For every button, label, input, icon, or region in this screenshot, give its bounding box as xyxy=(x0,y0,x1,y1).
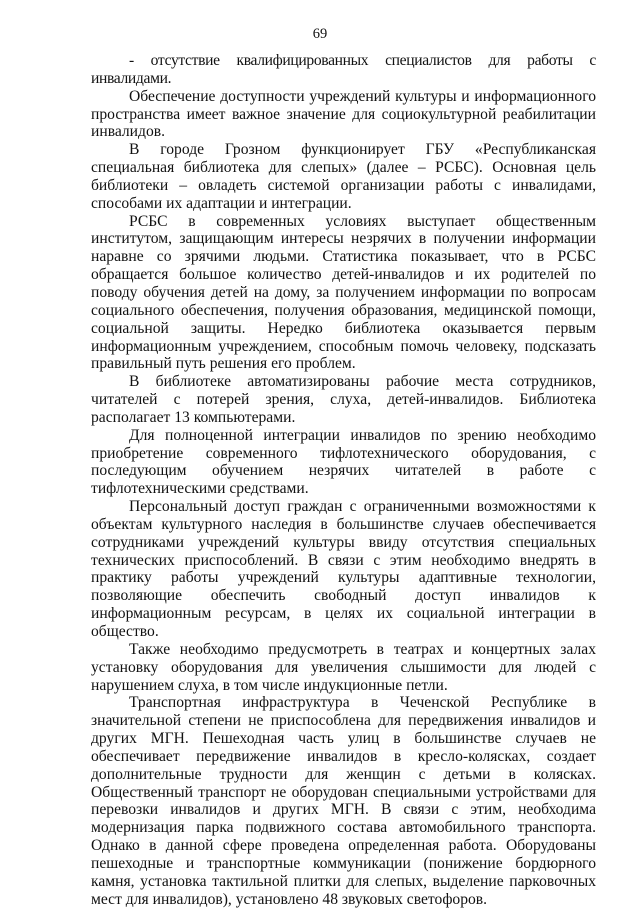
paragraph: РСБС в современных условиях выступает общественным институтом, защищающим интересы незрячих в получении информации наравне со зрячими людьми. Статистика показывает, что в РСБС обращается большое количество детей-инвалидов и их родителей по поводу обучения детей на дому, за получением информации по вопросам социального обеспечения, получения образования, медицинской помощи, социальной защиты. Нередко библиотека оказывается первым информационным учреждением, способным помочь человеку, подсказать правильный путь решения его проблем. xyxy=(91,212,596,373)
paragraph: В городе Грозном функционирует ГБУ «Республиканская специальная библиотека для слепых» (далее – РСБС). Основная цель библиотеки – овладеть системой организации работы с инвалидами, способами их адаптации и интеграции. xyxy=(91,141,596,212)
paragraph: - отсутствие квалифицированных специалистов для работы с инвалидами. xyxy=(91,52,596,87)
paragraph: Персональный доступ граждан с ограниченными возможностями к объектам культурного наследия в большинстве случаев обеспечивается сотрудниками учреждений культуры ввиду отсутствия специальных технических приспособлений. В связи с этим необходимо внедрять в практику работы учреждений культуры адаптивные технологии, позволяющие обеспечить свободный доступ инвалидов к информационным ресурсам, в целях их социальной интеграции в общество. xyxy=(91,498,596,640)
body-text xyxy=(91,52,596,909)
paragraph: Для полноценной интеграции инвалидов по зрению необходимо приобретение современного тифлотехнического оборудования, с последующим обучением незрячих читателей в работе с тифлотехническими средствами. xyxy=(91,426,596,498)
paragraph: Обеспечение доступности учреждений культуры и информационного пространства имеет важное значение для социокультурной реабилитации инвалидов. xyxy=(91,87,596,141)
paragraph: Также необходимо предусмотреть в театрах и концертных залах установку оборудования для увеличения слышимости для людей с нарушением слуха, в том числе индукционные петли. xyxy=(91,640,596,694)
paragraph: В библиотеке автоматизированы рабочие места сотрудников, читателей с потерей зрения, слуха, детей-инвалидов. Библиотека располагает 13 компьютерами. xyxy=(91,373,596,426)
paragraph: Транспортная инфраструктура в Чеченской Республике в значительной степени не приспособлена для передвижения инвалидов и других МГН. Пешеходная часть улиц в большинстве случаев не обеспечивает передвижение инвалидов в кресло-колясках, создает дополнительные трудности для женщин с детьми в колясках. Общественный транспорт не оборудован специальными устройствами для перевозки инвалидов и других МГН. В связи с этим, необходима модернизация парка подвижного состава автомобильного транспорта. Однако в данной сфере проведена определенная работа. Оборудованы пешеходные и транспортные коммуникации (понижение бордюрного камня, установка тактильной плитки для слепых, выделение парковочных мест для инвалидов), установлено 48 звуковых светофоров. xyxy=(91,694,596,908)
page-number: 69 xyxy=(312,26,328,42)
